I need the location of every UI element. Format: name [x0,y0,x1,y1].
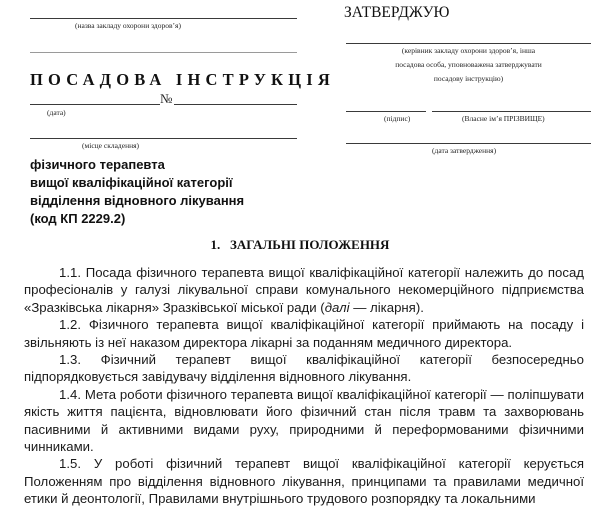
number-sign: № [160,91,173,106]
institution-name-line-2[interactable] [30,52,297,53]
approver-caption-line-1: (керівник закладу охорони здоров’я, інша [401,46,536,55]
signature-line[interactable] [346,111,426,112]
paragraph-number: 1.1. [59,265,81,280]
paragraph-text-after: — лікарня). [349,299,424,315]
position-line-3: відділення відновного лікування [30,193,245,208]
place-caption: (місце складення) [82,141,140,150]
position-line-2: вищої кваліфікаційної категорії [30,175,233,190]
paragraph-italic: далі [324,299,350,315]
paragraph-1-5 [24,455,584,507]
place-line[interactable] [30,138,297,139]
date-line[interactable] [30,104,160,105]
number-line[interactable] [174,104,297,105]
position-line-4: (код КП 2229.2) [30,211,126,226]
paragraph-1-4 [24,386,584,456]
paragraph-1-2 [24,316,584,351]
paragraph-number: 1.2. [59,317,81,333]
paragraph-text: У роботі фізичний терапевт вищої кваліфікаційної категорії керується Положенням про відділення відновного лікування, принципами та правилами медичної етики й деонтології, Правилами внутрішнього трудового розпорядку та локальними [24,456,584,507]
document-title: ПОСАДОВА ІНСТРУКЦІЯ [30,70,335,89]
signature-caption: (підпис) [384,114,411,123]
approver-caption [346,44,591,86]
approver-caption-line-3: посадову інструкцію) [433,74,504,83]
paragraph-1-3 [24,351,584,386]
approver-caption-line-2: посадова особа, уповноважена затверджувати [395,60,542,69]
paragraph-text: Мета роботи фізичного терапевта вищої кваліфікаційної категорії — поліпшувати якість життя пацієнта, відновлювати його фізичний стан після травм та захворювань пасивними й активними видами руху, природними й переформованими фізичними чинниками. [24,386,584,455]
name-caption: (Власне ім’я ПРІЗВИЩЕ) [462,114,545,123]
paragraph-number: 1.3. [59,352,81,368]
section-heading: 1. ЗАГАЛЬНІ ПОЛОЖЕННЯ [210,237,390,252]
paragraph-1-1 [24,264,584,316]
paragraph-number: 1.4. [59,386,81,402]
paragraph-text: Фізичного терапевта вищої кваліфікаційної категорії приймають на посаду і звільняють із неї наказом директора лікарні за поданням медичного директора. [24,317,584,350]
approve-label: ЗАТВЕРДЖУЮ [344,4,450,21]
position-line-1: фізичного терапевта [30,157,165,172]
document-body [24,264,584,508]
institution-name-line[interactable] [30,18,297,19]
paragraph-number: 1.5. [59,456,81,472]
position-title [30,156,244,228]
approval-date-caption: (дата затвердження) [432,146,497,155]
name-line[interactable] [432,111,591,112]
paragraph-text: Фізичний терапевт вищої кваліфікаційної категорії безпосередньо підпорядковується завідувачу відділення відновного лікування. [24,352,584,385]
institution-caption: (назва закладу охорони здоров’я) [75,21,181,30]
approval-date-line[interactable] [346,143,591,144]
paragraph-text: Посада фізичного терапевта вищої кваліфікаційної категорії належить до посад професіоналів у галузі лікувальної справи комунального некомерційного підприємства «Зразківська лікарня» Зразківської міської ради ( [24,265,584,315]
date-caption: (дата) [47,108,66,117]
